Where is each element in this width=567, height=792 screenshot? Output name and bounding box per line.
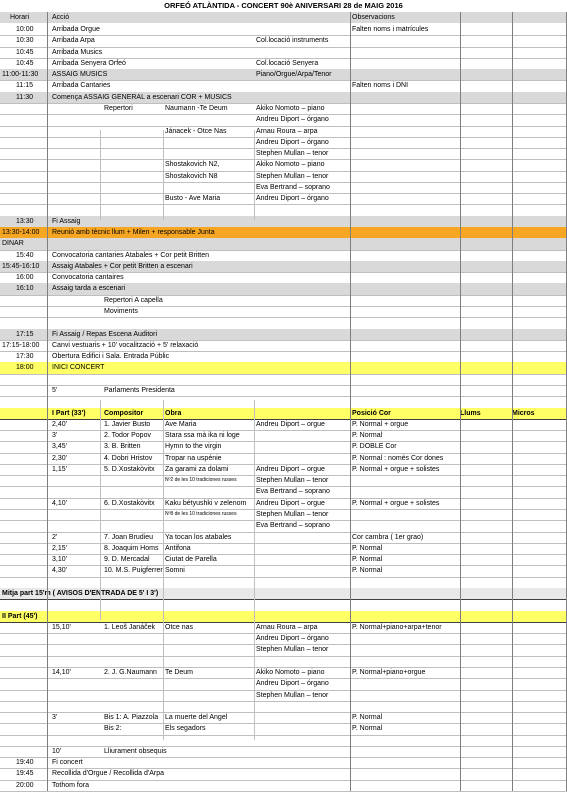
table-row [0, 430, 567, 441]
cell-obra: Busto - Ave Maria [165, 195, 221, 203]
cell-accio: 3,10' [52, 556, 67, 564]
column-divider [254, 130, 255, 220]
cell-horari: 15:40 [16, 251, 34, 259]
cell-accio: Tothom fora [52, 781, 89, 789]
table-row [0, 475, 567, 486]
cell-compositor: 6. D.Xostakòvitx [104, 499, 155, 507]
table-row [0, 757, 567, 768]
cell-compositor: Bis 2: [104, 725, 122, 733]
cell-observacions: Falten noms i matrícules [352, 26, 429, 33]
column-divider [460, 12, 461, 791]
header-accio: Acció [52, 14, 70, 21]
cell-accio: Assaig tarda a escenari [52, 285, 126, 293]
cell-accio: Fi Assaig / Repas Escena Auditori [52, 330, 158, 338]
table-row [0, 204, 567, 215]
table-row [0, 362, 567, 373]
table-row [0, 272, 567, 283]
cell-horari: 11:15 [16, 82, 33, 90]
cell-horari: 17:15-18:00 [2, 341, 40, 349]
cell-horari: 13:30-14:00 [2, 229, 40, 237]
cell-observacions: P. Normal+piano+arpa+tenor [352, 623, 442, 631]
table-row [0, 690, 567, 701]
cell-horari: 10:00 [16, 26, 34, 33]
table-row [0, 80, 567, 91]
table-row [0, 137, 567, 148]
cell-accio: 2,30' [52, 454, 67, 462]
cell-musics: Arnau Roura – arpa [256, 623, 318, 631]
table-row [0, 554, 567, 565]
column-divider [163, 400, 164, 740]
cell-musics: Andreu Diport – órgano [256, 680, 329, 688]
cell-compositor: 10. M.S. Puigferrer [104, 567, 163, 575]
cell-obra: Nº8 de les 10 tradiciones russes [165, 511, 237, 518]
column-divider [254, 400, 255, 740]
table-row [0, 295, 567, 306]
cell-horari: II Part (45') [2, 612, 38, 620]
table-row [0, 498, 567, 509]
cell-compositor: 8. Joaquim Homs [104, 544, 159, 552]
cell-obra: Ya tocan los atabales [165, 533, 232, 541]
cell-observacions: P. Normal+piano+orgue [352, 668, 426, 676]
cell-observacions: P. DOBLE Cor [352, 443, 397, 451]
table-row [0, 126, 567, 137]
table-row [0, 103, 567, 114]
cell-obra: Tropar na uspénie [165, 454, 222, 462]
table-row [0, 588, 567, 599]
table-row [0, 396, 567, 407]
cell-compositor: 7. Joan Brudieu [104, 533, 154, 541]
cell-musics: Eva Bertrand – soprano [256, 183, 330, 191]
table-row [0, 374, 567, 385]
cell-compositor: Repertori A capella [104, 296, 163, 304]
cell-accio: 3' [52, 714, 58, 722]
cell-musics: Akiko Nomoto – piano [256, 161, 325, 169]
cell-micros: Micros [512, 409, 535, 417]
cell-horari: 10:45 [16, 48, 34, 56]
table-row [0, 622, 567, 633]
cell-musics: Eva Bertrand – soprano [256, 522, 330, 530]
cell-musics: Piano/Orgue/Arpa/Tenor [256, 71, 332, 79]
cell-accio: 4,30' [52, 567, 67, 575]
table-row [0, 227, 567, 238]
cell-compositor: Lliurament obsequis [104, 747, 167, 755]
cell-accio: 15,10' [52, 623, 71, 631]
cell-observacions: P. Normal [352, 544, 383, 552]
cell-obra: La muerte del Angel [165, 714, 228, 722]
cell-compositor: Moviments [104, 308, 138, 315]
cell-horari: DINAR [2, 240, 24, 248]
cell-obra: Naumann -Te Deum [165, 104, 228, 112]
cell-observacions: Posició Cor [352, 409, 391, 417]
table-row [0, 159, 567, 170]
cell-obra: Za garami za dolami [165, 465, 229, 473]
cell-obra: Obra [165, 409, 182, 417]
cell-compositor: 2. J. G.Naumann [104, 668, 157, 676]
cell-accio: Reunió amb tècnic llum + Milen + responsable Junta [52, 229, 215, 237]
cell-compositor: 5. D.Xostakòvitx [104, 465, 155, 473]
cell-observacions: P. Normal + orgue [352, 420, 409, 428]
cell-compositor: 1. Leoš Janáček [104, 623, 155, 631]
cell-accio: Recollida d'Orgue / Recollida d'Arpa [52, 770, 165, 778]
cell-musics: Akiko Nomoto – piano [256, 104, 325, 112]
cell-accio: 3' [52, 432, 58, 440]
cell-compositor: 1. Javier Busto [104, 420, 151, 428]
cell-compositor: Parlaments Presidenta [104, 386, 175, 394]
table-row [0, 486, 567, 497]
column-divider [100, 400, 101, 620]
cell-horari: 18:00 [16, 364, 34, 372]
cell-horari: 16:10 [16, 285, 34, 293]
cell-obra: Somni [165, 567, 185, 575]
cell-musics: Andreu Diport – orgue [256, 465, 325, 473]
table-row [0, 92, 567, 103]
cell-musics: Arnau Roura – arpa [256, 127, 318, 135]
cell-compositor: 2. Todor Popov [104, 432, 151, 440]
cell-musics: Stephen Mullan – tenor [256, 150, 329, 158]
cell-accio: I Part (33') [52, 409, 86, 417]
cell-observacions: P. Normal : només Cor dones [352, 454, 444, 462]
cell-musics: Andreu Diport – órgano [256, 116, 329, 124]
table-row [0, 317, 567, 328]
table-row [0, 780, 567, 791]
cell-accio: 5' [52, 386, 58, 394]
table-row [0, 24, 567, 35]
table-row [0, 453, 567, 464]
table-row [0, 419, 567, 430]
table-row [0, 633, 567, 644]
table-row [0, 577, 567, 588]
table-row [0, 250, 567, 261]
table-row [0, 532, 567, 543]
cell-musics: Stephen Mullan – tenor [256, 172, 329, 180]
cell-accio: Arribada Musics [52, 48, 103, 56]
header-horari: Horari [10, 14, 30, 21]
cell-accio: 1,15' [52, 465, 67, 473]
header-row [0, 12, 567, 23]
column-divider [350, 12, 351, 791]
sheet-title: ORFEÓ ATLÀNTIDA - CONCERT 90è ANIVERSARI 28 de MAIG 2016 [164, 1, 403, 10]
cell-accio: Convocatoria cantaires [52, 274, 124, 282]
cell-accio: 2,40' [52, 420, 67, 428]
table-row [0, 599, 567, 610]
cell-horari: 17:15 [16, 330, 34, 338]
cell-accio: 2,15' [52, 544, 67, 552]
cell-compositor: 4. Dobri Hristov [104, 454, 153, 462]
table-row [0, 644, 567, 655]
cell-accio: 14,10' [52, 668, 71, 676]
cell-accio: 10' [52, 747, 62, 755]
cell-observacions: P. Normal + orgue + solistes [352, 499, 440, 507]
table-row [0, 148, 567, 159]
table-row [0, 47, 567, 58]
cell-obra: Shostakovich N8 [165, 172, 218, 180]
cell-accio: Assaig Atabales + Cor petit Britten a escenari [52, 262, 193, 270]
table-row [0, 114, 567, 125]
table-row [0, 340, 567, 351]
table-row [0, 712, 567, 723]
table-row [0, 351, 567, 362]
cell-musics: Eva Bertrand – soprano [256, 488, 330, 496]
cell-horari: 10:30 [16, 37, 34, 45]
cell-musics: Stephen Mullan – tenor [256, 511, 329, 519]
cell-accio: 4,10' [52, 499, 67, 507]
cell-musics: Stephen Mullan – tenor [256, 646, 329, 654]
cell-horari: 17:30 [16, 353, 34, 361]
cell-accio: Fi concert [52, 759, 83, 767]
cell-accio: Arribada Senyera Orfeó [52, 59, 126, 67]
cell-accio: Canvi vestuaris + 10' vocalització + 5' relaxació [52, 341, 199, 349]
cell-accio: Comença ASSAIG GENERAL a escenari COR + MUSICS [52, 93, 232, 101]
cell-obra: Antifona [165, 544, 191, 552]
cell-compositor: Bis 1: A. Piazzola [104, 714, 159, 722]
column-divider [512, 12, 513, 791]
cell-musics: Andreu Diport – órgano [256, 195, 329, 203]
table-row [0, 746, 567, 757]
cell-horari: 19:40 [16, 759, 34, 767]
cell-accio: Arribada Orgue [52, 26, 100, 33]
cell-obra: Nº2 de les 10 tradiciones russes [165, 477, 237, 484]
cell-musics: Andreu Diport – orgue [256, 420, 325, 428]
cell-accio: INICI CONCERT [52, 364, 105, 372]
table-row [0, 701, 567, 712]
cell-obra: Ciutat de Parella [165, 556, 217, 564]
cell-observacions: P. Normal [352, 556, 383, 564]
column-divider [163, 130, 164, 220]
table-row [0, 565, 567, 576]
table-row [0, 441, 567, 452]
cell-observacions: P. Normal [352, 567, 383, 575]
cell-observacions: Falten noms i DNI [352, 82, 409, 90]
table-row [0, 35, 567, 46]
cell-obra: Te Deum [165, 668, 194, 676]
cell-obra: Shostakovich N2, [165, 161, 220, 169]
cell-horari: 11:00-11:30 [2, 71, 39, 79]
cell-musics: Col.locació instruments [256, 37, 329, 45]
cell-accio: Arribada Cantaries [52, 82, 111, 90]
cell-obra: Otce nas [165, 623, 194, 631]
cell-accio: Arribada Arpa [52, 37, 95, 45]
table-row [0, 306, 567, 317]
table-row [0, 509, 567, 520]
column-divider [47, 12, 48, 791]
table-row [0, 283, 567, 294]
table-row [0, 58, 567, 69]
cell-horari: 10:45 [16, 59, 34, 67]
cell-compositor: 3. B. Britten [104, 443, 141, 451]
table-row [0, 193, 567, 204]
cell-obra: Kaku bétyushki v zelenom [165, 499, 247, 507]
cell-musics: Andreu Diport – órgano [256, 635, 329, 643]
cell-musics: Andreu Diport – orgue [256, 499, 325, 507]
cell-obra: Jánacek - Otce Nas [165, 127, 227, 135]
cell-musics: Stephen Mullan – tenor [256, 477, 329, 485]
cell-accio: 3,45' [52, 443, 67, 451]
table-row [0, 182, 567, 193]
table-row [0, 69, 567, 80]
table-row [0, 678, 567, 689]
cell-horari: 19:45 [16, 770, 34, 778]
cell-musics: Stephen Mullan – tenor [256, 691, 329, 699]
cell-compositor: Repertori [104, 104, 133, 112]
cell-musics: Akiko Nomoto – piano [256, 668, 325, 676]
table-row [0, 611, 567, 622]
table-row [0, 329, 567, 340]
cell-compositor: Compositor [104, 409, 144, 417]
table-row [0, 464, 567, 475]
cell-compositor: 9. D. Mercadal [104, 556, 150, 564]
column-divider [100, 130, 101, 220]
cell-observacions: P. Normal [352, 725, 383, 733]
table-row [0, 171, 567, 182]
table-row [0, 238, 567, 249]
table-row [0, 543, 567, 554]
cell-obra: Ave Maria [165, 420, 197, 428]
table-row [0, 520, 567, 531]
cell-accio: 2' [52, 533, 58, 541]
table-row [0, 735, 567, 746]
table-row [0, 408, 567, 419]
cell-accio: Convocatoria cantaries Atabales + Cor petit Britten [52, 251, 210, 259]
cell-accio: ASSAIG MUSICS [52, 71, 108, 79]
table-row [0, 656, 567, 667]
cell-obra: Els segadors [165, 725, 206, 733]
cell-horari: 15:45-16:10 [2, 262, 40, 270]
cell-musics: Col.locació Senyera [256, 59, 319, 67]
table-row [0, 261, 567, 272]
cell-obra: Stara ssa mà ika ni loge [165, 432, 240, 440]
cell-observacions: P. Normal + orgue + solistes [352, 465, 440, 473]
table-row [0, 723, 567, 734]
table-row [0, 768, 567, 779]
cell-horari: 16:00 [16, 274, 34, 282]
header-observacions: Observacions [352, 14, 395, 21]
cell-accio: Fi Assaig [52, 217, 81, 225]
cell-musics: Andreu Diport – órgano [256, 138, 329, 146]
cell-accio: Obertura Edifici i Sala. Entrada Públic [52, 353, 170, 361]
cell-observacions: P. Normal [352, 714, 383, 722]
cell-observacions: P. Normal [352, 432, 383, 440]
cell-horari: Mitja part 15'm ( AVISOS D'ENTRADA DE 5' I 3') [2, 590, 159, 597]
cell-horari: 20:00 [16, 781, 34, 789]
table-row [0, 216, 567, 227]
cell-observacions: Cor cambra ( 1er grao) [352, 533, 424, 541]
cell-horari: 11:30 [16, 93, 33, 101]
cell-obra: Hymn to the virgin [165, 443, 222, 451]
table-row [0, 385, 567, 396]
cell-horari: 13:30 [16, 217, 34, 225]
cell-llums: Llums [460, 409, 481, 417]
table-row [0, 667, 567, 678]
